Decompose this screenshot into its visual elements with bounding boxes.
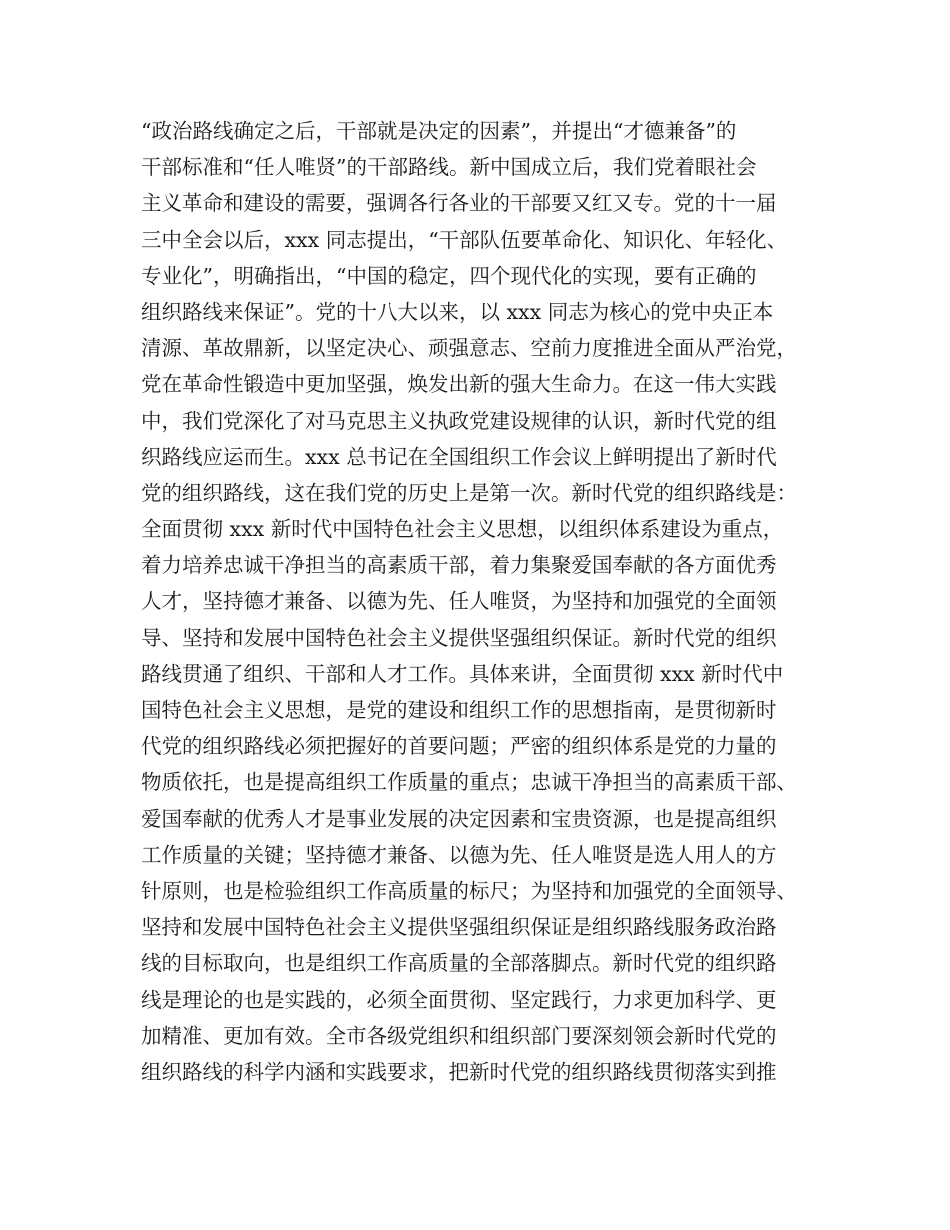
text-line: 组织路线来保证”。党的十八大以来，以 xxx 同志为核心的党中央正本 [141,299,774,324]
text-line: 清源、革故鼎新，以坚定决心、顽强意志、空前力度推进全面从严治党， [141,336,797,361]
text-line: 加精准、更加有效。全市各级党组织和组织部门要深刻领会新时代党的 [141,1023,777,1048]
text-line: 线的目标取向，也是组织工作高质量的全部落脚点。新时代党的组织路 [141,951,777,976]
text-line: 组织路线的科学内涵和实践要求，把新时代党的组织路线贯彻落实到推 [141,1059,777,1084]
text-line: 党在革命性锻造中更加坚强，焕发出新的强大生命力。在这一伟大实践 [141,372,777,397]
text-line: “政治路线确定之后，干部就是决定的因素”，并提出“才德兼备”的 [141,119,737,143]
text-line: 织路线应运而生。xxx 总书记在全国组织工作会议上鲜明提出了新时代 [141,444,777,469]
text-line: 人才，坚持德才兼备、以德为先、任人唯贤，为坚持和加强党的全面领 [141,589,777,614]
text-line: 导、坚持和发展中国特色社会主义提供坚强组织保证。新时代党的组织 [141,625,777,650]
text-line: 三中全会以后，xxx 同志提出，“干部队伍要革命化、知识化、年轻化、 [141,227,788,252]
text-line: 物质依托，也是提高组织工作质量的重点；忠诚干净担当的高素质干部、 [141,770,797,795]
text-line: 坚持和发展中国特色社会主义提供坚强组织保证是组织路线服务政治路 [141,915,777,940]
text-line: 全面贯彻 xxx 新时代中国特色社会主义思想，以组织体系建设为重点， [141,517,784,542]
text-line: 着力培养忠诚干净担当的高素质干部，着力集聚爱国奉献的各方面优秀 [141,553,777,578]
text-line: 主义革命和建设的需要，强调各行各业的干部要又红又专。党的十一届 [141,191,777,216]
text-line: 国特色社会主义思想，是党的建设和组织工作的思想指南，是贯彻新时 [141,698,777,722]
text-line: 线是理论的也是实践的，必须全面贯彻、坚定践行，力求更加科学、更 [141,987,777,1012]
text-line: 干部标准和“任人唯贤”的干部路线。新中国成立后，我们党着眼社会 [141,155,757,180]
text-line: 中，我们党深化了对马克思主义执政党建设规律的认识，新时代党的组 [141,408,777,433]
text-line: 工作质量的关键；坚持德才兼备、以德为先、任人唯贤是选人用人的方 [141,842,777,867]
text-line: 路线贯通了组织、干部和人才工作。具体来讲，全面贯彻 xxx 新时代中 [141,661,784,686]
text-line: 党的组织路线，这在我们党的历史上是第一次。新时代党的组织路线是： [141,480,797,505]
text-line: 针原则，也是检验组织工作高质量的标尺；为坚持和加强党的全面领导、 [141,878,797,903]
text-line: 爱国奉献的优秀人才是事业发展的决定因素和宝贵资源，也是提高组织 [141,806,777,831]
text-line: 专业化”，明确指出，“中国的稳定，四个现代化的实现，要有正确的 [141,263,757,288]
text-line: 代党的组织路线必须把握好的首要问题；严密的组织体系是党的力量的 [141,734,777,759]
body-text [141,113,831,1090]
